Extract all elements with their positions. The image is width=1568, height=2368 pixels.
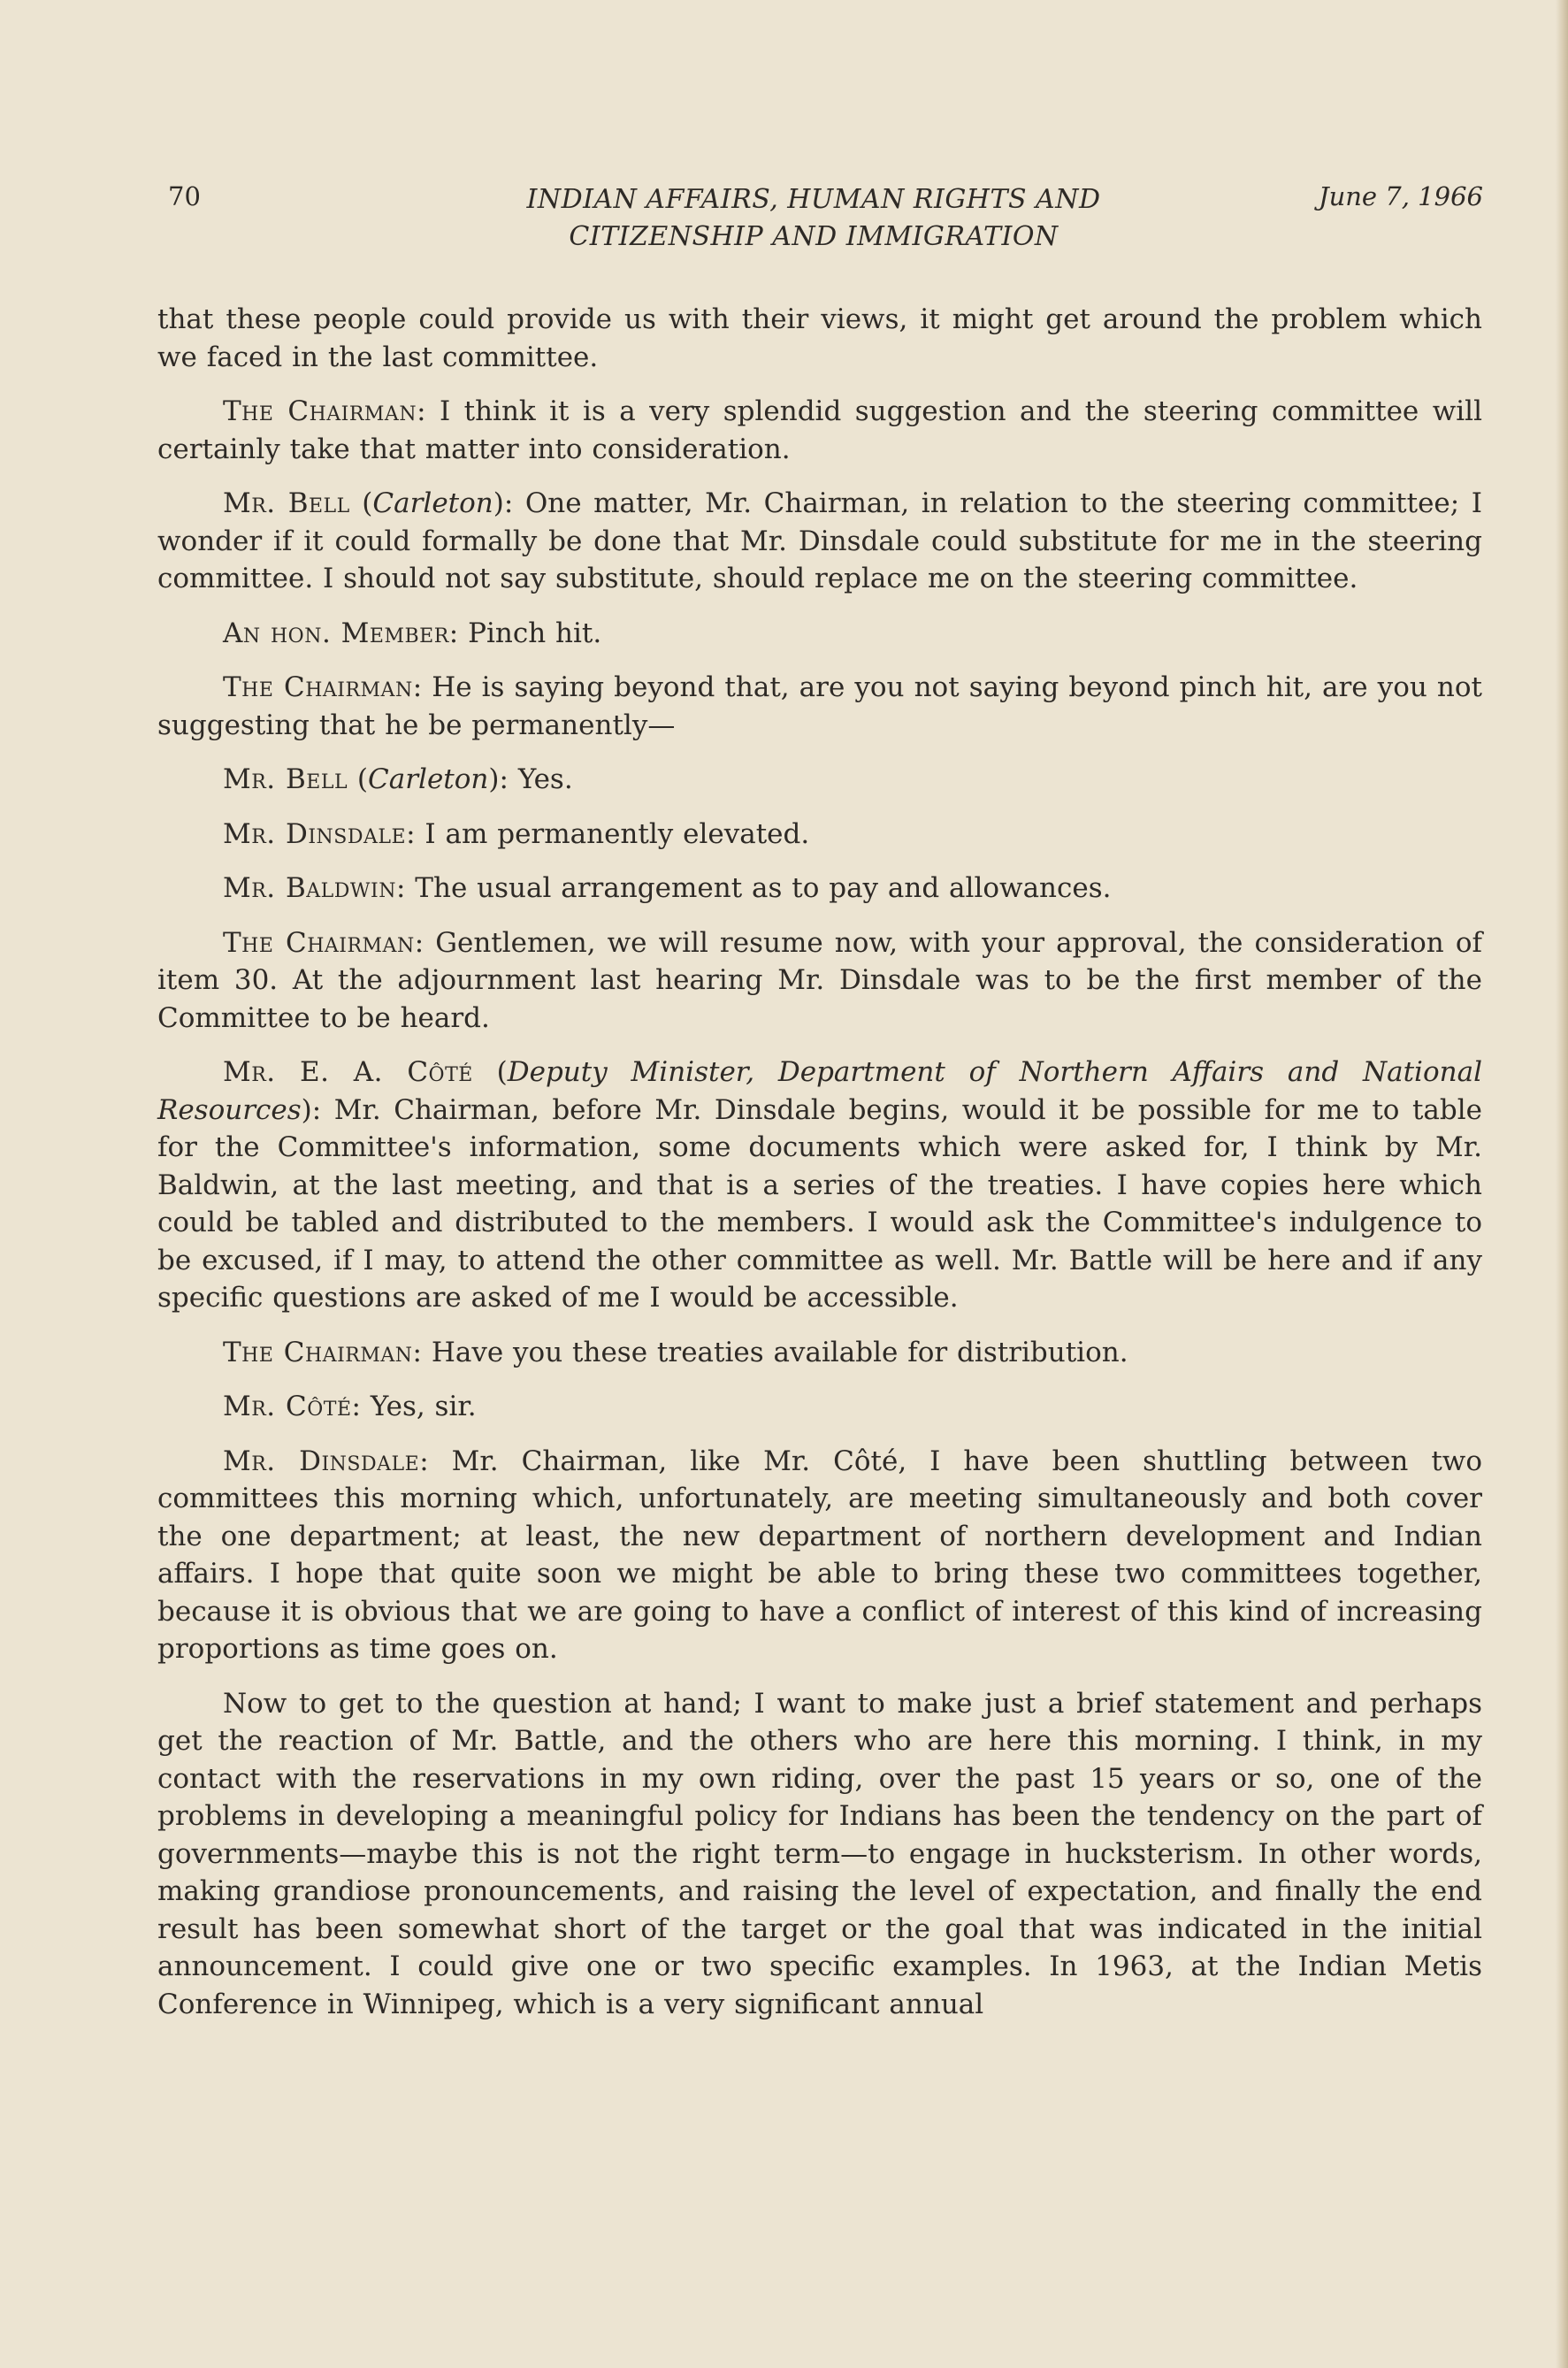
paragraph-text: Yes, sir. — [370, 1391, 477, 1422]
transcript-body — [157, 301, 1482, 2040]
paragraph-text: I think it is a very splendid suggestion and the steering committee will certainly take that matter into consideration. — [157, 395, 1482, 465]
speaker-affiliation: Carleton — [372, 487, 493, 519]
page-number: 70 — [168, 181, 201, 211]
paragraph-text: The usual arrangement as to pay and allowances. — [415, 872, 1112, 904]
paragraph: An hon. Member: Pinch hit. — [223, 617, 602, 649]
paragraph-text: Mr. Chairman, before Mr. Dinsdale begins, would it be possible for me to table for the Committee's information, some documents which were asked for, I think by Mr. Baldwin, at the last meeting, and that is a series of the treaties. I have copies here which could be tabled and distributed to the members. I would ask the Committee's indulgence to be excused, if I may, to attend the other committee as well. Mr. Battle will be here and if any specific questions are asked of me I would be accessible. — [157, 1093, 1482, 1314]
paragraph-text: Have you these treaties available for distribution. — [431, 1336, 1128, 1368]
paragraph: Mr. Baldwin: The usual arrangement as to pay and allowances. — [223, 872, 1112, 904]
paragraph-text: Mr. Chairman, like Mr. Côté, I have been shuttling between two committees this morning which, unfortunately, are meeting simultaneously and both cover the one department; at least, the new department of northern development and Indian affairs. I hope that quite soon we might be able to bring these two committees together, because it is obvious that we are going to have a conflict of interest of this kind of increasing proportions as time goes on. — [157, 1445, 1482, 1665]
speaker-affiliation: Carleton — [368, 763, 489, 795]
paragraph: Mr. Bell (Carleton): One matter, Mr. Chairman, in relation to the steering committee; I wonder if it could formally be done that Mr. Dinsdale could substitute for me in the steering committee. I should not say substitute, should replace me on the steering committee. — [157, 487, 1482, 594]
paragraph-text: Pinch hit. — [468, 617, 602, 649]
speaker-name: Mr. Dinsdale — [223, 817, 407, 850]
paragraph: The Chairman: He is saying beyond that, are you not saying beyond pinch hit, are you not suggesting that he be permanently— — [157, 671, 1482, 741]
running-title — [425, 181, 1203, 256]
paragraph: The Chairman: I think it is a very splendid suggestion and the steering committee will certainly take that matter into consideration. — [157, 395, 1482, 465]
speaker-name: Mr. Baldwin — [223, 872, 396, 904]
speaker-name: The Chairman — [223, 671, 413, 703]
paragraph: Mr. E. A. Côté (Deputy Minister, Department of Northern Affairs and National Resources): Mr. Chairman, before Mr. Dinsdale begins, would it be possible for me to table for the Committee's information, some documents which were asked for, I think by Mr. Baldwin, at the last meeting, and that is a series of the treaties. I have copies here which could be tabled and distributed to the members. I would ask the Committee's indulgence to be excused, if I may, to attend the other committee as well. Mr. Battle will be here and if any specific questions are asked of me I would be accessible. — [157, 1056, 1482, 1314]
running-title-line-1: INDIAN AFFAIRS, HUMAN RIGHTS AND — [526, 184, 1101, 215]
speaker-name: Mr. Bell — [223, 763, 348, 795]
page-edge — [1556, 0, 1568, 2368]
running-header — [0, 181, 1568, 270]
speaker-name: The Chairman — [223, 395, 417, 427]
paragraph-text: He is saying beyond that, are you not saying beyond pinch hit, are you not suggesting that he be permanently— — [157, 671, 1482, 741]
paragraph-text: I am permanently elevated. — [425, 817, 810, 850]
paragraph-text: Gentlemen, we will resume now, with your approval, the consideration of item 30. At the adjournment last hearing Mr. Dinsdale was to be the first member of the Committee to be heard. — [157, 926, 1482, 1034]
paragraph: The Chairman: Gentlemen, we will resume now, with your approval, the consideration of item 30. At the adjournment last hearing Mr. Dinsdale was to be the first member of the Committee to be heard. — [157, 926, 1482, 1034]
paragraph: The Chairman: Have you these treaties available for distribution. — [223, 1336, 1128, 1368]
paragraph: Mr. Bell (Carleton): Yes. — [223, 763, 573, 795]
paragraph — [157, 301, 1482, 376]
speaker-name: An hon. Member — [223, 617, 449, 649]
paragraph-text: Yes. — [517, 763, 573, 795]
paragraph-text: One matter, Mr. Chairman, in relation to the steering committee; I wonder if it could formally be done that Mr. Dinsdale could substitute for me in the steering committee. I should not say substitute, should replace me on the steering committee. — [157, 487, 1482, 594]
paragraph-text: Now to get to the question at hand; I want to make just a brief statement and perhaps get the reaction of Mr. Battle, and the others who are here this morning. I think, in my contact with the reservations in my own riding, over the past 15 years or so, one of the problems in developing a meaningful policy for Indians has been the tendency on the part of governments—maybe this is not the right term—to engage in hucksterism. In other words, making grandiose pronouncements, and raising the level of expectation, and finally the end result has been somewhat short of the target or the goal that was indicated in the initial announcement. I could give one or two specific examples. In 1963, at the Indian Metis Conference in Winnipeg, which is a very significant annual — [157, 1687, 1482, 2020]
paragraph: Mr. Dinsdale: Mr. Chairman, like Mr. Côté, I have been shuttling between two committees this morning which, unfortunately, are meeting simultaneously and both cover the one department; at least, the new department of northern development and Indian affairs. I hope that quite soon we might be able to bring these two committees together, because it is obvious that we are going to have a conflict of interest of this kind of increasing proportions as time goes on. — [157, 1445, 1482, 1665]
running-date: June 7, 1966 — [1318, 181, 1483, 211]
running-title-line-2: CITIZENSHIP AND IMMIGRATION — [569, 221, 1059, 252]
speaker-name: The Chairman — [223, 926, 415, 959]
speaker-name: Mr. Côté — [223, 1391, 352, 1422]
paragraph-text: that these people could provide us with their views, it might get around the problem which we faced in the last committee. — [157, 303, 1482, 373]
speaker-name: Mr. Dinsdale — [223, 1445, 420, 1477]
paragraph: Mr. Côté: Yes, sir. — [223, 1391, 477, 1422]
speaker-name: Mr. Bell — [223, 487, 350, 519]
paragraph: Mr. Dinsdale: I am permanently elevated. — [223, 817, 810, 850]
speaker-name: Mr. E. A. Côté — [223, 1056, 473, 1088]
paragraph — [157, 1685, 1482, 2024]
speaker-affiliation: Deputy Minister, Department of Northern Affairs and National Resources — [157, 1056, 1482, 1126]
speaker-name: The Chairman — [223, 1336, 413, 1368]
